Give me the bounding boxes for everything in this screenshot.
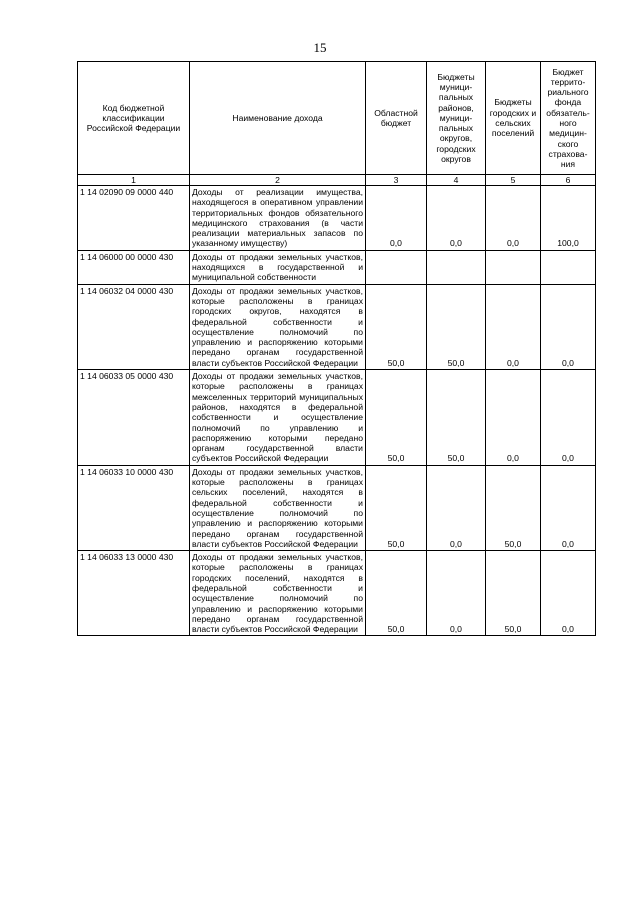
header-settlement-budgets: Бюджеты городских и сельских поселений (486, 62, 541, 175)
row-code: 1 14 06033 05 0000 430 (78, 370, 190, 466)
column-number-row (78, 175, 596, 186)
row-value: 0,0 (486, 284, 541, 369)
table-row (78, 370, 596, 466)
row-value: 50,0 (366, 465, 427, 550)
row-value: 0,0 (366, 186, 427, 251)
row-value: 50,0 (486, 465, 541, 550)
row-name: Доходы от продажи земельных участков, которые расположены в границах сельских поселений, находятся в федеральной собственности и осуществление полномочий по управлению и распоряжению которыми передано органам государственной власти субъектов Российской Федерации (190, 465, 366, 550)
row-value: 0,0 (541, 551, 596, 636)
row-code: 1 14 06000 00 0000 430 (78, 250, 190, 284)
column-number: 2 (190, 175, 366, 186)
column-number: 6 (541, 175, 596, 186)
revenue-table (77, 61, 596, 636)
row-value: 50,0 (486, 551, 541, 636)
page-number: 15 (313, 40, 327, 55)
row-code: 1 14 06032 04 0000 430 (78, 284, 190, 369)
row-value: 0,0 (486, 186, 541, 251)
table-row (78, 250, 596, 284)
header-name: Наименование дохода (190, 62, 366, 175)
table-row (78, 465, 596, 550)
row-name: Доходы от продажи земельных участков, которые расположены в границах городских округов, находятся в федеральной собственности и осуществление полномочий по управлению и распоряжению которыми передано органам государственной власти субъектов Российской Федерации (190, 284, 366, 369)
row-value: 0,0 (427, 551, 486, 636)
row-value (366, 250, 427, 284)
row-name: Доходы от продажи земельных участков, находящихся в государственной и муниципальной собственности (190, 250, 366, 284)
header-code: Код бюджетной классификации Российской Федерации (78, 62, 190, 175)
row-value: 50,0 (427, 284, 486, 369)
row-value: 100,0 (541, 186, 596, 251)
column-number: 4 (427, 175, 486, 186)
row-value (541, 250, 596, 284)
row-value: 0,0 (541, 370, 596, 466)
row-value: 0,0 (486, 370, 541, 466)
header-regional-budget: Областной бюджет (366, 62, 427, 175)
header-municipal-budgets: Бюджеты муници-пальных районов, муници-пальных округов, городских округов (427, 62, 486, 175)
row-code: 1 14 02090 09 0000 440 (78, 186, 190, 251)
row-code: 1 14 06033 13 0000 430 (78, 551, 190, 636)
table-row (78, 284, 596, 369)
row-value: 0,0 (427, 465, 486, 550)
row-name: Доходы от продажи земельных участков, которые расположены в границах городских поселений, находятся в федеральной собственности и осуществление полномочий по управлению и распоряжению которыми передано органам государственной власти субъектов Российской Федерации (190, 551, 366, 636)
row-value (486, 250, 541, 284)
row-value: 0,0 (541, 465, 596, 550)
row-value: 50,0 (366, 370, 427, 466)
row-value: 50,0 (366, 284, 427, 369)
row-name: Доходы от продажи земельных участков, которые расположены в границах межселенных территорий муниципальных районов, находятся в федеральной собственности и осуществление полномочий по управлению и распоряжению которыми передано органам государственной власти субъектов Российской Федерации (190, 370, 366, 466)
row-value: 0,0 (427, 186, 486, 251)
table-row (78, 551, 596, 636)
row-value: 0,0 (541, 284, 596, 369)
column-number: 1 (78, 175, 190, 186)
column-number: 5 (486, 175, 541, 186)
column-number: 3 (366, 175, 427, 186)
table-row (78, 186, 596, 251)
row-code: 1 14 06033 10 0000 430 (78, 465, 190, 550)
header-insurance-fund-budget: Бюджет террито-риального фонда обязатель-ного медицин-ского страхова-ния (541, 62, 596, 175)
table-header-row (78, 62, 596, 175)
row-name: Доходы от реализации имущества, находящегося в оперативном управлении территориальных фондов обязательного медицинского страхования (в части реализации материальных запасов по указанному имуществу) (190, 186, 366, 251)
row-value: 50,0 (427, 370, 486, 466)
row-value (427, 250, 486, 284)
row-value: 50,0 (366, 551, 427, 636)
